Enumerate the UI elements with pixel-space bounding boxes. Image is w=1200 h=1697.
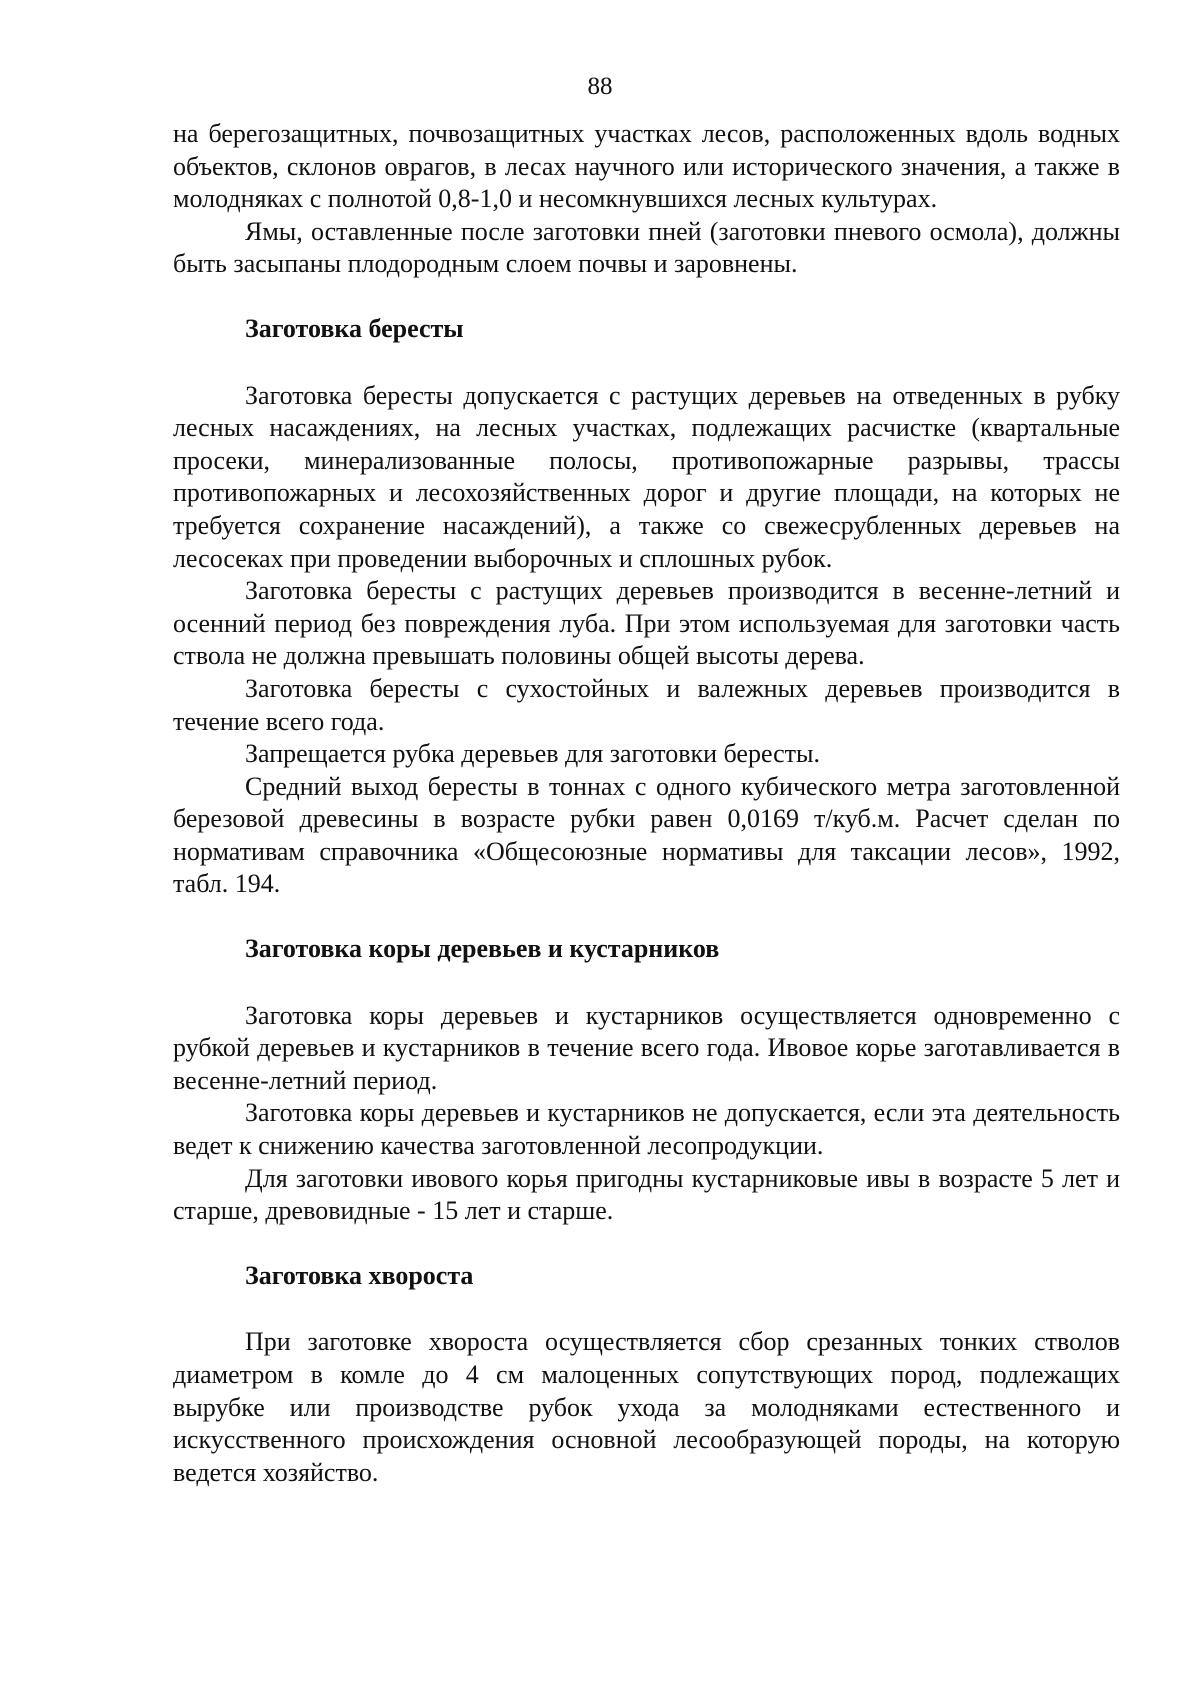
- page-number: 88: [587, 73, 613, 100]
- paragraph: Ямы, оставленные после заготовки пней (заготовки пневого осмола), должны быть засыпаны плодородным слоем почвы и заровнены.: [173, 216, 1120, 279]
- paragraph: Запрещается рубка деревьев для заготовки бересты.: [245, 739, 821, 769]
- section-heading-brushwood: Заготовка хвороста: [245, 1260, 474, 1290]
- document-body: [173, 118, 1120, 1489]
- paragraph: Заготовка коры деревьев и кустарников не допускается, если эта деятельность ведет к снижению качества заготовленной лесопродукции.: [173, 1098, 1120, 1161]
- paragraph: При заготовке хвороста осуществляется сбор срезанных тонких стволов диаметром в комле до 4 см малоценных сопутствующих пород, подлежащих вырубке или производстве рубок ухода за молодняками естественного и искусственного происхождения основной лесообразующей породы, на которую ведется хозяйство.: [173, 1327, 1120, 1487]
- section-heading-birch-bark: Заготовка бересты: [245, 313, 464, 343]
- paragraph: Заготовка бересты допускается с растущих деревьев на отведенных в рубку лесных насаждениях, на лесных участках, подлежащих расчистке (квартальные просеки, минерализованные полосы, противопожарные разрывы, трассы противопожарных и лесохозяйственных дорог и другие площади, на которых не требуется сохранение насаждений), а также со свежесрубленных деревьев на лесосеках при проведении выборочных и сплошных рубок.: [173, 380, 1120, 573]
- paragraph: Заготовка бересты с растущих деревьев производится в весенне-летний и осенний период без повреждения луба. При этом используемая для заготовки часть ствола не должна превышать половины общей высоты дерева.: [173, 576, 1120, 671]
- paragraph: на берегозащитных, почвозащитных участках лесов, расположенных вдоль водных объектов, склонов оврагов, в лесах научного или исторического значения, а также в молодняках с полнотой 0,8-1,0 и несомкнувшихся лесных культурах.: [173, 119, 1120, 214]
- paragraph: Средний выход бересты в тоннах с одного кубического метра заготовленной березовой древесины в возрасте рубки равен 0,0169 т/куб.м. Расчет сделан по нормативам справочника «Общесоюзные нормативы для таксации лесов», 1992, табл. 194.: [173, 771, 1120, 899]
- paragraph: Заготовка бересты с сухостойных и валежных деревьев производится в течение всего года.: [173, 673, 1120, 736]
- section-heading-bark: Заготовка коры деревьев и кустарников: [245, 934, 720, 964]
- paragraph: Для заготовки ивового корья пригодны кустарниковые ивы в возрасте 5 лет и старше, древовидные - 15 лет и старше.: [173, 1163, 1120, 1226]
- paragraph: Заготовка коры деревьев и кустарников осуществляется одновременно с рубкой деревьев и кустарников в течение всего года. Ивовое корье заготавливается в весенне-летний период.: [173, 1000, 1120, 1095]
